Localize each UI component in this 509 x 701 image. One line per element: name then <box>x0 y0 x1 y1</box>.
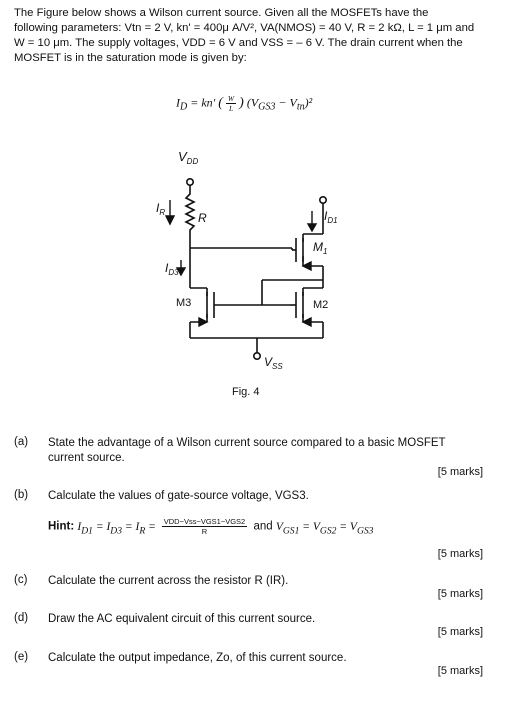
question-b-marks: [5 marks] <box>437 548 483 560</box>
question-c-marks: [5 marks] <box>437 588 483 600</box>
vdd-terminal <box>187 179 193 185</box>
m2-label: M2 <box>313 299 329 311</box>
vdd-label: $V_{DD}$ <box>178 149 199 166</box>
wilson-current-source-circuit <box>0 138 509 378</box>
question-a-marks: [5 marks] <box>437 466 483 478</box>
intro-line-2: following parameters: Vtn = 2 V, kn' = 400μ A/V², VA(NMOS) = 40 V, R = 2 kΩ, L = 1 μm and <box>14 22 475 34</box>
w-over-l-fraction: $\frac{W}{L}$ <box>227 94 235 113</box>
ir-label: $I_R$ <box>156 201 166 217</box>
m1-label: $M_1$ <box>313 240 328 256</box>
output-terminal <box>320 197 326 203</box>
ir-arrow <box>166 216 174 224</box>
intro-line-4: MOSFET is in the saturation mode is given by: <box>14 52 247 64</box>
resistor-r <box>186 185 194 248</box>
intro-line-1: The Figure below shows a Wilson current source. Given all the MOSFETs have the <box>14 7 429 19</box>
question-e-label: (e) <box>14 651 29 663</box>
question-d-text: Draw the AC equivalent circuit of this current source. <box>48 613 316 625</box>
m3-source-arrow <box>199 318 207 326</box>
question-e-marks: [5 marks] <box>437 665 483 677</box>
intro-line-3: W = 10 μm. The supply voltages, VDD = 6 V and VSS = – 6 V. The drain current when the <box>14 37 463 49</box>
r-label: R <box>198 211 207 225</box>
question-d-label: (d) <box>14 612 29 624</box>
hint-equation: Hint: $I_{D1} = I_{D3} = I_R$ = $\frac{\text{VDD−Vss−VGS1−VGS2}}{R}$ and $V_{GS1} = V_{GS2} = V_{GS3}$ <box>48 517 374 536</box>
vss-label: $V_{SS}$ <box>264 355 283 371</box>
drain-current-formula: $I_D = kn'$ ( $\frac{W}{L}$ ) $(V_{GS3} - V_{tn})^2$ <box>176 94 313 113</box>
question-a-text: State the advantage of a Wilson current source compared to a basic MOSFET current source. <box>48 437 446 464</box>
id1-arrow <box>308 224 316 231</box>
m1-source-arrow <box>303 262 311 270</box>
question-d-marks: [5 marks] <box>437 626 483 638</box>
question-b-label: (b) <box>14 489 29 501</box>
problem-intro <box>14 6 496 66</box>
m3-label: M3 <box>176 297 192 309</box>
vss-terminal <box>254 353 260 359</box>
figure-caption: Fig. 4 <box>232 386 260 398</box>
question-a-label: (a) <box>14 436 29 448</box>
id1-label: $I_{D1}$ <box>324 209 338 225</box>
question-e-text: Calculate the output impedance, Zo, of this current source. <box>48 652 347 664</box>
question-c-text: Calculate the current across the resistor R (IR). <box>48 575 289 587</box>
question-b-text: Calculate the values of gate-source voltage, VGS3. <box>48 490 309 502</box>
hint-fraction: $\frac{\text{VDD−Vss−VGS1−VGS2}}{R}$ <box>163 517 246 536</box>
m2-source-arrow <box>303 318 311 326</box>
id3-label: $I_{D3}$ <box>165 261 179 277</box>
question-c-label: (c) <box>14 574 28 586</box>
